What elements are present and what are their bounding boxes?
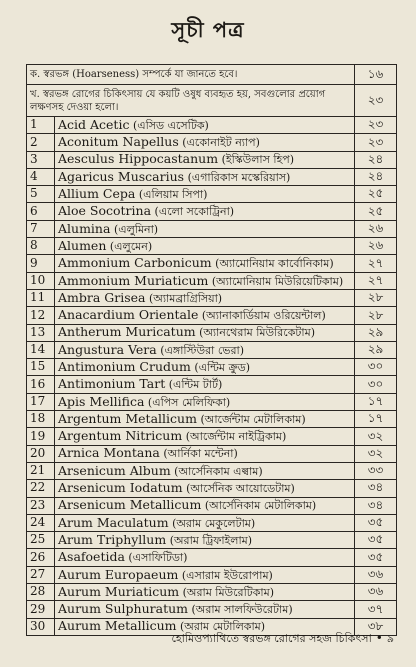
- remedy-latin-name: Aurum Europaeum: [58, 566, 179, 582]
- remedy-latin-name: Alumen: [58, 237, 107, 253]
- page-number: ২৪: [355, 151, 397, 168]
- remedy-name: [55, 549, 355, 566]
- remedy-bangla-name: (আর্সেনিকাম মেটালিকাম): [204, 499, 317, 513]
- page-number: ২৫: [355, 203, 397, 220]
- remedy-name: [55, 238, 355, 255]
- table-row: [27, 272, 397, 289]
- page-number: ৩২: [355, 445, 397, 462]
- intro-row: [27, 85, 397, 117]
- page-number: ২৮: [355, 307, 397, 324]
- row-number: 16: [27, 376, 55, 393]
- intro-page: ১৬: [355, 65, 397, 85]
- remedy-bangla-name: (অ্যামব্রাগ্রিসিয়া): [149, 291, 223, 305]
- row-number: 29: [27, 601, 55, 618]
- remedy-latin-name: Arsenicum Iodatum: [58, 480, 183, 496]
- remedy-bangla-name: (আর্সেনিকাম এল্বাম): [174, 464, 263, 478]
- remedy-bangla-name: (ইস্কিউলাস হিপ): [221, 153, 295, 167]
- table-row: [27, 462, 397, 479]
- row-number: 4: [27, 168, 55, 185]
- table-row: [27, 480, 397, 497]
- remedy-name: [55, 601, 355, 618]
- remedy-bangla-name: (আর্নিকা মন্টেনা): [163, 447, 238, 461]
- table-row: [27, 168, 397, 185]
- page-number: ২৭: [355, 272, 397, 289]
- remedy-name: [55, 393, 355, 410]
- row-number: 21: [27, 462, 55, 479]
- page-number: ২৯: [355, 341, 397, 358]
- page-number: ৩৭: [355, 601, 397, 618]
- remedy-name: [55, 445, 355, 462]
- table-row: [27, 186, 397, 203]
- remedy-bangla-name: (এঙ্গাস্টিউরা ভেরা): [160, 343, 245, 357]
- row-number: 28: [27, 584, 55, 601]
- page-number: ৩৪: [355, 497, 397, 514]
- remedy-latin-name: Angustura Vera: [58, 341, 157, 357]
- remedy-latin-name: Aurum Muriaticum: [58, 583, 180, 599]
- remedy-bangla-name: (এন্টিম টার্ট): [168, 378, 223, 392]
- row-number: 1: [27, 117, 55, 134]
- intro-text: ক. স্বরভঙ্গ (Hoarseness) সম্পর্কে যা জানতে হবে।: [27, 65, 355, 85]
- table-row: [27, 255, 397, 272]
- table-row: [27, 151, 397, 168]
- page-number: ২৬: [355, 238, 397, 255]
- page-number: ২৬: [355, 220, 397, 237]
- remedy-latin-name: Acid Acetic: [58, 116, 130, 132]
- row-number: 6: [27, 203, 55, 220]
- row-number: 20: [27, 445, 55, 462]
- remedy-latin-name: Arsenicum Album: [58, 462, 171, 478]
- remedy-bangla-name: (অরাম সালফিউরেটাম): [191, 603, 293, 617]
- row-number: 27: [27, 566, 55, 583]
- row-number: 22: [27, 480, 55, 497]
- page-number: ২৯: [355, 324, 397, 341]
- row-number: 5: [27, 186, 55, 203]
- remedy-name: [55, 411, 355, 428]
- page-number: ৩০: [355, 376, 397, 393]
- table-row: [27, 532, 397, 549]
- remedy-latin-name: Allium Cepa: [58, 186, 136, 202]
- remedy-name: [55, 514, 355, 531]
- remedy-name: [55, 272, 355, 289]
- page-number: ২৮: [355, 289, 397, 306]
- remedy-name: [55, 168, 355, 185]
- page-number: ২৩: [355, 134, 397, 151]
- table-row: [27, 445, 397, 462]
- remedy-name: [55, 220, 355, 237]
- table-row: [27, 549, 397, 566]
- remedy-name: [55, 376, 355, 393]
- remedy-latin-name: Aurum Sulphuratum: [58, 601, 188, 617]
- remedy-name: [55, 428, 355, 445]
- row-number: 15: [27, 359, 55, 376]
- page-title: সূচী পত্র: [171, 16, 245, 42]
- remedy-latin-name: Ammonium Carbonicum: [58, 255, 212, 271]
- table-row: [27, 514, 397, 531]
- row-number: 14: [27, 341, 55, 358]
- row-number: 10: [27, 272, 55, 289]
- table-row: [27, 601, 397, 618]
- footer-text: হোমিওপ্যাথিতে স্বরভঙ্গ রোগের সহজ চিকিৎসা: [171, 632, 372, 645]
- table-row: [27, 307, 397, 324]
- page-number: ১৭: [355, 393, 397, 410]
- table-row: [27, 220, 397, 237]
- remedy-name: [55, 566, 355, 583]
- table-row: [27, 566, 397, 583]
- row-number: 3: [27, 151, 55, 168]
- remedy-bangla-name: (এন্টিম ক্রুড): [194, 360, 251, 374]
- remedy-latin-name: Arnica Montana: [58, 445, 160, 461]
- remedy-bangla-name: (অ্যানাকার্ডিয়াম ওরিয়েন্টাল): [201, 309, 326, 323]
- remedy-bangla-name: (এসাফিটিডা): [128, 551, 188, 565]
- footer-bullet: •: [375, 631, 383, 645]
- row-number: 25: [27, 532, 55, 549]
- remedy-bangla-name: (অ্যামোনিয়াম মিউরিয়েটিকাম): [211, 274, 344, 288]
- table-row: [27, 289, 397, 306]
- remedy-latin-name: Asafoetida: [58, 549, 125, 565]
- row-number: 17: [27, 393, 55, 410]
- remedy-name: [55, 307, 355, 324]
- table-row: [27, 428, 397, 445]
- page-number: ৩৮: [355, 618, 397, 635]
- remedy-bangla-name: (এসিড এসেটিক): [132, 118, 209, 132]
- remedy-name: [55, 203, 355, 220]
- row-number: 13: [27, 324, 55, 341]
- remedy-latin-name: Anacardium Orientale: [58, 307, 199, 323]
- remedy-name: [55, 497, 355, 514]
- remedy-bangla-name: (এলুমেন): [109, 239, 153, 253]
- page-number: ৩৬: [355, 584, 397, 601]
- remedy-name: [55, 186, 355, 203]
- remedy-latin-name: Arum Triphyllum: [58, 531, 167, 547]
- table-row: [27, 238, 397, 255]
- table-row: [27, 393, 397, 410]
- table-row: [27, 411, 397, 428]
- remedy-bangla-name: (আর্সেনিক আয়োডেটাম): [186, 482, 295, 496]
- page-number: ৩৩: [355, 462, 397, 479]
- remedy-name: [55, 151, 355, 168]
- page-number: ৩০: [355, 359, 397, 376]
- table-row: [27, 134, 397, 151]
- intro-row: [27, 65, 397, 85]
- row-number: 24: [27, 514, 55, 531]
- remedy-latin-name: Ambra Grisea: [58, 289, 146, 305]
- page-footer: [0, 630, 394, 649]
- page-number: ২৫: [355, 186, 397, 203]
- remedy-bangla-name: (এগারিকাস মস্কেরিয়াস): [187, 170, 291, 184]
- remedy-latin-name: Alumina: [58, 220, 111, 236]
- remedy-bangla-name: (এলুমিনা): [113, 222, 159, 236]
- remedy-bangla-name: (একোনাইট ন্যাপ): [182, 136, 260, 150]
- remedy-bangla-name: (এলো সকোট্রিনা): [154, 205, 235, 219]
- page-number: ৩৫: [355, 549, 397, 566]
- remedy-latin-name: Antimonium Tart: [58, 376, 166, 392]
- remedy-latin-name: Agaricus Muscarius: [58, 168, 185, 184]
- remedy-name: [55, 117, 355, 134]
- row-number: 30: [27, 618, 55, 635]
- row-number: 9: [27, 255, 55, 272]
- intro-text: খ. স্বরভঙ্গ রোগের চিকিৎসায় যে কয়টি ওষুধ ব্যবহৃত হয়, সবগুলোর প্রয়োগ লক্ষণসহ দেওয়া হলো।: [27, 85, 355, 117]
- row-number: 26: [27, 549, 55, 566]
- remedy-bangla-name: (অ্যামোনিয়াম কার্বোনিকাম): [215, 257, 334, 271]
- page-number: ৩৬: [355, 566, 397, 583]
- remedy-name: [55, 532, 355, 549]
- remedy-name: [55, 255, 355, 272]
- row-number: 18: [27, 411, 55, 428]
- remedy-latin-name: Antimonium Crudum: [58, 358, 191, 374]
- table-row: [27, 341, 397, 358]
- row-number: 23: [27, 497, 55, 514]
- remedy-name: [55, 134, 355, 151]
- remedy-latin-name: Arsenicum Metallicum: [58, 497, 202, 513]
- remedy-bangla-name: (অরাম মেটালিকাম): [180, 620, 266, 634]
- contents-table: [26, 64, 397, 636]
- remedy-latin-name: Aconitum Napellus: [58, 134, 179, 150]
- row-number: 8: [27, 238, 55, 255]
- remedy-name: [55, 480, 355, 497]
- title-box: [0, 12, 416, 50]
- remedy-bangla-name: (অরাম মেকুলেটাম): [172, 516, 256, 530]
- page-number: ৩২: [355, 428, 397, 445]
- page-number: ২৪: [355, 168, 397, 185]
- contents-body: [27, 65, 397, 636]
- page-number: ২৭: [355, 255, 397, 272]
- row-number: 2: [27, 134, 55, 151]
- remedy-bangla-name: (আর্জেন্টাম মেটালিকাম): [200, 412, 306, 426]
- page-number: ৩৪: [355, 480, 397, 497]
- remedy-latin-name: Argentum Nitricum: [58, 428, 183, 444]
- remedy-name: [55, 359, 355, 376]
- table-row: [27, 376, 397, 393]
- remedy-latin-name: Aloe Socotrina: [58, 203, 152, 219]
- remedy-latin-name: Apis Mellifica: [58, 393, 145, 409]
- remedy-latin-name: Aesculus Hippocastanum: [58, 151, 219, 167]
- table-row: [27, 117, 397, 134]
- remedy-bangla-name: (এপিস মেলিফিকা): [147, 395, 231, 409]
- footer-page-number: ৯: [386, 632, 394, 645]
- remedy-name: [55, 289, 355, 306]
- table-row: [27, 203, 397, 220]
- row-number: 7: [27, 220, 55, 237]
- remedy-name: [55, 324, 355, 341]
- page-number: ২৩: [355, 117, 397, 134]
- remedy-bangla-name: (অরাম ট্রিফাইলাম): [169, 533, 253, 547]
- remedy-name: [55, 584, 355, 601]
- page-number: ১৭: [355, 411, 397, 428]
- remedy-name: [55, 341, 355, 358]
- remedy-latin-name: Aurum Metallicum: [58, 618, 177, 634]
- remedy-latin-name: Argentum Metallicum: [58, 410, 197, 426]
- remedy-bangla-name: (এসারাম ইউরোপাম): [181, 568, 273, 582]
- table-row: [27, 359, 397, 376]
- remedy-bangla-name: (অরাম মিউরেটিকাম): [182, 585, 275, 599]
- table-row: [27, 324, 397, 341]
- table-row: [27, 497, 397, 514]
- page-number: ৩৫: [355, 532, 397, 549]
- table-row: [27, 584, 397, 601]
- row-number: 12: [27, 307, 55, 324]
- remedy-latin-name: Antherum Muricatum: [58, 324, 196, 340]
- remedy-latin-name: Arum Maculatum: [58, 514, 169, 530]
- remedy-latin-name: Ammonium Muriaticum: [58, 272, 209, 288]
- remedy-bangla-name: (এলিয়াম সিপা): [138, 188, 208, 202]
- row-number: 19: [27, 428, 55, 445]
- intro-page: ২৩: [355, 85, 397, 117]
- remedy-name: [55, 462, 355, 479]
- remedy-bangla-name: (আর্জেন্টাম নাইট্রিকাম): [185, 430, 287, 444]
- remedy-bangla-name: (অ্যানথেরাম মিউরিকেটাম): [199, 326, 315, 340]
- page-number: ৩৫: [355, 514, 397, 531]
- row-number: 11: [27, 289, 55, 306]
